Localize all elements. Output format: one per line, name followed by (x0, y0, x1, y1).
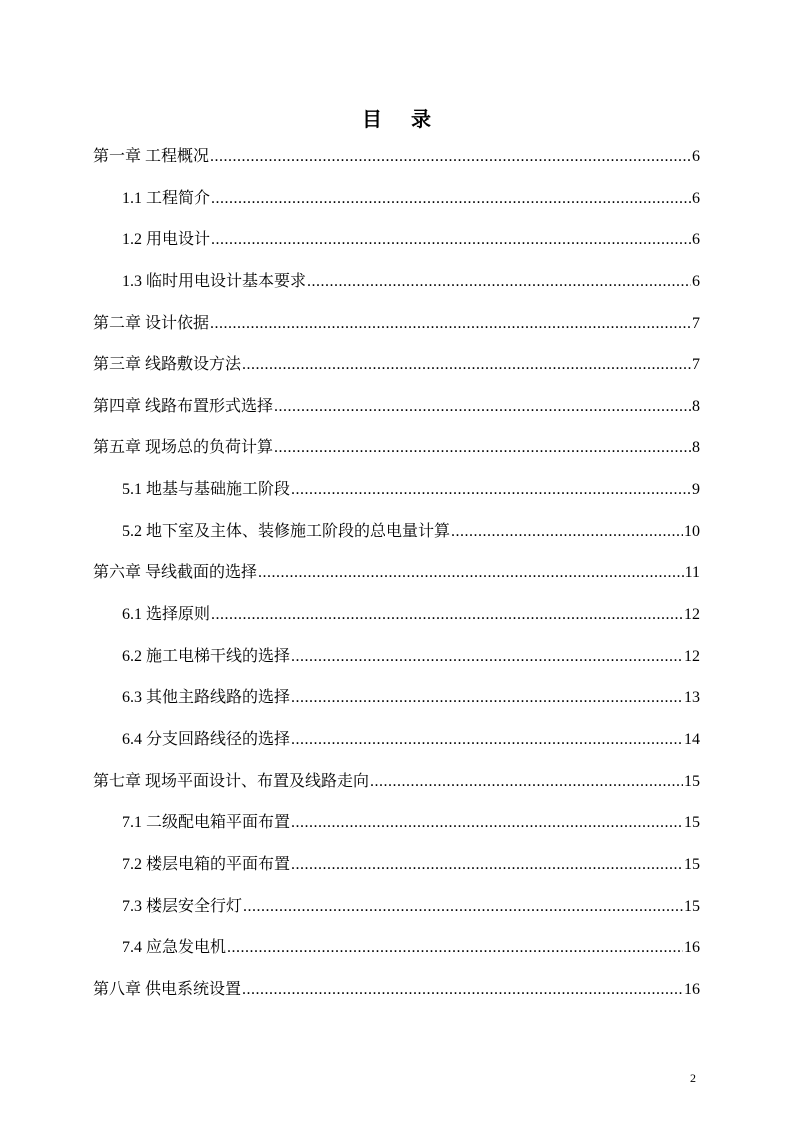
toc-entry-label: 第一章 工程概况 (93, 148, 210, 165)
toc-entry-label: 第四章 线路布置形式选择 (93, 397, 274, 415)
toc-entry[interactable] (93, 187, 700, 229)
dot-leader (451, 520, 683, 544)
dot-leader (242, 353, 691, 377)
dot-leader (258, 561, 684, 585)
toc-entry[interactable] (93, 936, 700, 978)
toc-entry-page: 9 (692, 481, 700, 499)
toc-entry-label: 1.2 用电设计 (122, 231, 211, 249)
page-number: 2 (690, 1071, 696, 1085)
toc-entry[interactable] (93, 520, 700, 562)
dot-leader (211, 228, 691, 252)
dot-leader (242, 978, 683, 1002)
toc-entry-label: 第五章 现场总的负荷计算 (93, 439, 274, 457)
toc-entry-page: 15 (684, 814, 700, 832)
toc-entry-label: 第二章 设计依据 (93, 314, 210, 332)
toc-entry-page: 16 (684, 980, 700, 998)
toc-entry-page: 7 (692, 356, 700, 374)
toc-entry[interactable] (93, 770, 700, 812)
toc-entry-label: 1.3 临时用电设计基本要求 (122, 272, 307, 290)
toc-entry[interactable] (93, 895, 700, 937)
toc-entry-page: 8 (692, 397, 700, 415)
dot-leader (291, 645, 683, 669)
toc-entry-label: 6.1 选择原则 (122, 606, 211, 624)
toc-entry[interactable] (93, 270, 700, 312)
toc-entry-label: 7.4 应急发电机 (122, 939, 227, 957)
toc-entry[interactable] (93, 145, 700, 187)
dot-leader (211, 603, 683, 627)
toc-entry-page: 7 (692, 314, 700, 332)
toc-entry-page: 6 (692, 189, 700, 207)
dot-leader (291, 478, 691, 502)
toc-entry[interactable] (93, 228, 700, 270)
dot-leader (211, 187, 691, 211)
dot-leader (291, 853, 683, 877)
toc-entry-page: 11 (684, 564, 700, 582)
dot-leader (307, 270, 691, 294)
toc-entry-page: 12 (684, 606, 700, 624)
toc-entry[interactable] (93, 603, 700, 645)
toc-entry-label: 第七章 现场平面设计、布置及线路走向 (93, 772, 370, 790)
toc-entry-label: 6.4 分支回路线径的选择 (122, 730, 291, 748)
dot-leader (274, 395, 691, 419)
dot-leader (227, 936, 683, 960)
dot-leader (370, 770, 683, 794)
toc-title: 目 录 (362, 109, 443, 131)
toc-entry-label: 第六章 导线截面的选择 (93, 564, 258, 582)
toc-entry-page: 15 (684, 855, 700, 873)
toc-entry-page: 14 (684, 730, 700, 748)
dot-leader (274, 436, 691, 460)
table-of-contents (93, 145, 700, 1019)
toc-entry-label: 第三章 线路敷设方法 (93, 356, 242, 374)
dot-leader (291, 811, 683, 835)
toc-entry-label: 5.2 地下室及主体、装修施工阶段的总电量计算 (122, 522, 451, 540)
toc-entry-page: 15 (684, 772, 700, 790)
toc-entry-page: 6 (692, 148, 700, 165)
toc-entry-label: 7.3 楼层安全行灯 (122, 897, 243, 915)
dot-leader (210, 145, 691, 169)
toc-entry-page: 6 (692, 272, 700, 290)
toc-entry-label: 5.1 地基与基础施工阶段 (122, 481, 291, 499)
toc-entry-page: 8 (692, 439, 700, 457)
toc-entry[interactable] (93, 312, 700, 354)
toc-entry[interactable] (93, 478, 700, 520)
toc-entry[interactable] (93, 561, 700, 603)
toc-entry[interactable] (93, 645, 700, 687)
dot-leader (291, 686, 683, 710)
toc-entry-page: 16 (684, 939, 700, 957)
toc-entry-label: 7.1 二级配电箱平面布置 (122, 814, 291, 832)
toc-entry-page: 10 (684, 522, 700, 540)
toc-entry-label: 7.2 楼层电箱的平面布置 (122, 855, 291, 873)
toc-entry[interactable] (93, 353, 700, 395)
dot-leader (291, 728, 683, 752)
toc-entry[interactable] (93, 436, 700, 478)
toc-entry-label: 第八章 供电系统设置 (93, 980, 242, 998)
toc-entry-page: 15 (684, 897, 700, 915)
toc-entry-page: 12 (684, 647, 700, 665)
toc-entry[interactable] (93, 853, 700, 895)
toc-entry[interactable] (93, 686, 700, 728)
toc-entry[interactable] (93, 978, 700, 1020)
toc-entry-page: 13 (684, 689, 700, 707)
toc-entry-label: 1.1 工程简介 (122, 189, 211, 207)
toc-entry[interactable] (93, 811, 700, 853)
toc-entry[interactable] (93, 728, 700, 770)
toc-entry-label: 6.2 施工电梯干线的选择 (122, 647, 291, 665)
toc-entry[interactable] (93, 395, 700, 437)
toc-entry-page: 6 (692, 231, 700, 249)
toc-entry-label: 6.3 其他主路线路的选择 (122, 689, 291, 707)
dot-leader (210, 312, 691, 336)
dot-leader (243, 895, 683, 919)
